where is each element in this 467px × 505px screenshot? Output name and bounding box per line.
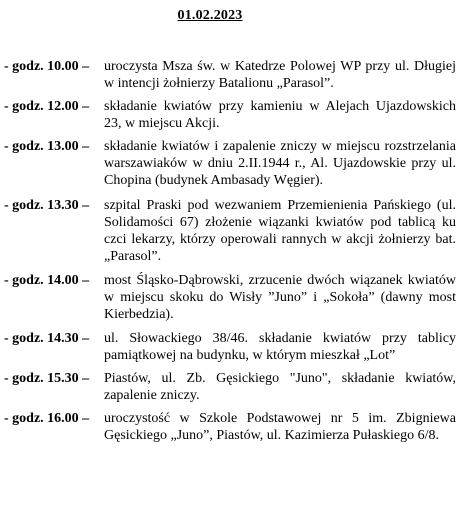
schedule-list bbox=[0, 58, 467, 444]
entry-time: - godz. 14.30 – bbox=[4, 331, 90, 346]
entry-time: - godz. 12.00 – bbox=[4, 99, 90, 114]
entry-time: - godz. 14.00 – bbox=[4, 273, 90, 288]
entry-description: most Śląsko-Dąbrowski, zrzucenie dwóch wiązanek kwiatów w miejscu skoku do Wisły ”Juno” i „Sokoła” (dawny most Kierbedzia). bbox=[104, 273, 456, 322]
schedule-entry bbox=[0, 58, 467, 92]
entry-description: ul. Słowackiego 38/46. składanie kwiatów przy tablicy pamiątkowej na budynku, w którym mieszkał „Lot” bbox=[104, 331, 456, 363]
entry-description: Piastów, ul. Zb. Gęsickiego "Juno", składanie kwiatów, zapalenie zniczy. bbox=[104, 371, 456, 403]
entry-description: uroczysta Msza św. w Katedrze Polowej WP przy ul. Długiej w intencji żołnierzy Batalionu „Parasol”. bbox=[104, 59, 456, 91]
document-date: 01.02.2023 bbox=[177, 8, 243, 23]
entry-description: uroczystość w Szkole Podstawowej nr 5 im. Zbigniewa Gęsickiego „Juno”, Piastów, ul. Kazimierza Pułaskiego 6/8. bbox=[104, 411, 456, 443]
entry-time: - godz. 16.00 – bbox=[4, 411, 90, 426]
entry-description: składanie kwiatów i zapalenie zniczy w miejscu rozstrzelania warszawiaków w dniu 2.II.1944 r., Al. Ujazdowskie przy ul. Chopina (budynek Ambasady Węgier). bbox=[104, 139, 456, 188]
entry-time: - godz. 15.30 – bbox=[4, 371, 90, 386]
schedule-entry bbox=[0, 330, 467, 364]
schedule-entry bbox=[0, 138, 467, 189]
entry-time: - godz. 13.30 – bbox=[4, 198, 90, 213]
schedule-entry bbox=[0, 197, 467, 265]
entry-description: szpital Praski pod wezwaniem Przemienienia Pańskiego (ul. Solidamości 67) złożenie wiązanki kwiatów pod tablicą ku czci lekarzy, którzy operowali rannych w akcji żołnierzy bat. „Parasol”. bbox=[104, 198, 456, 264]
schedule-entry bbox=[0, 98, 467, 132]
entry-description: składanie kwiatów przy kamieniu w Alejach Ujazdowskich 23, w miejscu Akcji. bbox=[104, 99, 456, 131]
schedule-entry bbox=[0, 272, 467, 323]
schedule-entry bbox=[0, 370, 467, 404]
schedule-entry bbox=[0, 410, 467, 444]
entry-time: - godz. 10.00 – bbox=[4, 59, 90, 74]
entry-time: - godz. 13.00 – bbox=[4, 139, 90, 154]
